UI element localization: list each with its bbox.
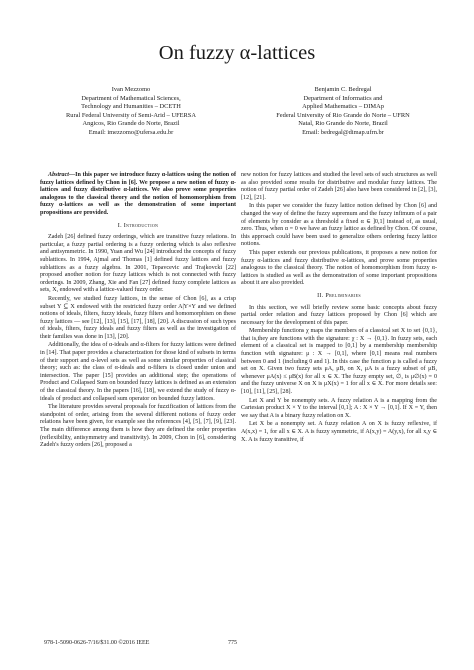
author-name: Ivan Mezzomo xyxy=(111,86,151,93)
paragraph: This paper extends our previous publications, it proposes a new notion for fuzzy α-lattices and fuzzy distributive α-lattices, and prove some properties analogous to the classical theory. The notion of homomorphism from fuzzy α-lattices is studied as well as the demonstration of some important propositions about it are also provided. xyxy=(241,249,437,287)
paragraph: new notion for fuzzy lattices and studied the level sets of such structures as well as also provided some results for distributive and modular fuzzy lattices. The notion of fuzzy partial order of Zadeh [26] also have been considered in [2], [3], [12], [21]. xyxy=(241,172,437,201)
abstract xyxy=(40,172,236,218)
section-heading-introduction: I. Introduction xyxy=(117,222,159,229)
paragraph: Membership functions χ maps the members of a classical set X to set {0,1}, that is,they are functions with the signature: χ : X → {0,1}. In fuzzy sets, each element of a classical set is mapped to [0,1] by a membership membership function with signature: μ : X → [0,1], where [0,1] means real numbers between 0 and 1 (including 0 and 1). In this case the function μ is called a fuzzy set on X. Given two fuzzy sets μA, μB, on X, μA is a fuzzy subset of μB, whenever μA(x) ≤ μB(x) for all x ∈ X. The fuzzy empty set, ∅, is μ∅(x) = 0 and the fuzzy universe X on X is μX(x) = 1 for all x ∈ X. For more details see: [10], [11], [25], [28]. xyxy=(241,328,437,396)
author-name: Benjamin C. Bedregal xyxy=(314,86,372,93)
paragraph: In this paper we consider the fuzzy lattice notion defined by Chon [6] and changed the way of define the fuzzy supremum and the fuzzy infimum of a pair of elements by consider as a threshold a fixed α ∈ ]0,1] instead of, as usual, zero. Thus, when α = 0 we have an fuzzy lattice as defined by Chon. Of course, this approach could have been used to generalize others ordering fuzzy lattice notions. xyxy=(241,203,437,248)
author-email: Email: imezzomo@ufersa.edu.br xyxy=(88,128,174,136)
author-email: Email: bedregal@dimap.ufrn.br xyxy=(302,128,384,136)
paragraph: In this section, we will briefly review some basic concepts about fuzzy partial order relation and fuzzy lattices proposed by Chon [6] which are necessary for the development of this paper. xyxy=(241,304,437,326)
paragraph: Zadeh [26] defined fuzzy orderings, which are transitive fuzzy relations. In particular, a fuzzy partial ordering is a fuzzy ordering which is also reflexive and antisymmetric. In 1990, Yuan and Wu [24] introduced the concepts of fuzzy sublattices. In 1994, Ajmal and Thomas [1] defined fuzzy lattices and fuzzy sublattices as a fuzzy algebra. In 2001, Tepavcevic and Trajkovcki [22] proposed another notion for fuzzy lattices which is not connected with fuzzy orderings. In 2009, Zhang, Xie and Fan [27] defined fuzzy complete lattices as sets, X, endowed with a lattice-valued fuzzy order. xyxy=(40,234,236,294)
paper-title: On fuzzy α-lattices xyxy=(158,42,316,64)
author-affiliation-line: Department of Mathematical Sciences, xyxy=(81,94,181,102)
paragraph: Recently, we studied fuzzy lattices, in the sense of Chon [6], as a crisp subset Y ⊆ X endowed with the restricted fuzzy order A|Y×Y and we defined notions of ideals, filters, fuzzy ideals, fuzzy filters and homomorphism on these fuzzy lattices — see [12], [13], [15], [17], [18], [20]. A discussion of such types of ideals, filters, fuzzy ideals and fuzzy filters as well as the investigation of their families was done in [13], [20]. xyxy=(40,295,236,340)
page-number: 775 xyxy=(228,640,237,646)
right-column xyxy=(241,172,437,445)
paragraph: Let X and Y be nonempty sets. A fuzzy relation A is a mapping from the Cartesian product X × Y to the interval [0,1]; A : X × Y → [0,1]. If X = Y, then we say that A is a binary fuzzy relation on X. xyxy=(241,397,437,419)
abstract-text: —In this paper we introduce fuzzy α-lattices using the notion of fuzzy lattices defined by Chon in [6]. We propose a new notion of fuzzy α-lattices and fuzzy distributive α-lattices. We also prove some properties analogous to the classical theory and the notion of homomorphism from fuzzy α-lattices as well as the demonstration of some important propositions are provided. xyxy=(40,172,236,216)
paragraph: Let X be a nonempty set. A fuzzy relation A on X is fuzzy reflexive, if A(x,x) = 1, for all x ∈ X. A is fuzzy symmetric, if A(x,y) = A(y,x), for all x,y ∈ X. A is fuzzy transitive, if xyxy=(241,421,437,443)
paragraph: The literature provides several proposals for fuzzification of lattices from the standpoint of order, arising from the several different notions of fuzzy order relations have been given, for example see the references [4], [5], [7], [9], [23]. The main difference among them is how they are defined the order properties (reflexibility, antisymmetry and transitivity). In 2009, Chon in [6], considering Zadeh's fuzzy orders [26], proposed a xyxy=(40,404,236,449)
author-affiliation-line: Natal, Rio Grande do Norte, Brazil xyxy=(298,120,388,128)
footer-isbn: 978-1-5090-0626-7/16/$31.00 ©2016 IEEE xyxy=(44,640,150,646)
author-affiliation-line: Angicos, Rio Grande do Norte, Brazil xyxy=(82,120,180,128)
author-affiliation-line: Federal University of Rio Grande do Norte – UFRN xyxy=(276,111,410,119)
author-affiliation-line: Rural Federal University of Semi-Arid – UFERSA xyxy=(66,111,196,119)
author-affiliation-line: Department of Informatics and xyxy=(303,94,383,102)
author-block-1 xyxy=(26,86,236,138)
abstract-label: Abstract xyxy=(48,172,69,178)
author-block-2 xyxy=(238,86,448,138)
author-affiliation-line: Applied Mathematics – DIMAp xyxy=(302,103,384,111)
left-column xyxy=(40,172,236,451)
author-affiliation-line: Technology and Humanities – DCETH xyxy=(81,103,181,111)
section-heading-preliminaries: II. Preliminaries xyxy=(317,292,361,299)
paragraph: Additionally, the idea of α-ideals and α-filters for fuzzy lattices were defined in [14]. That paper provides a characterization for those kind of subsets in terms of their support and α-level sets as well as some similar properties of classical theory; such as: the class of α-ideals and α-filters is closed under union and intersection. The paper [15] provides an additional step; the operations of Product and Collapsed Sum on bounded fuzzy lattices is defined as an extension of the classical theory. In the papers [16], [18], we extend the study of fuzzy α-ideals of product and collapsed sum operator on bounded fuzzy lattices. xyxy=(40,342,236,402)
